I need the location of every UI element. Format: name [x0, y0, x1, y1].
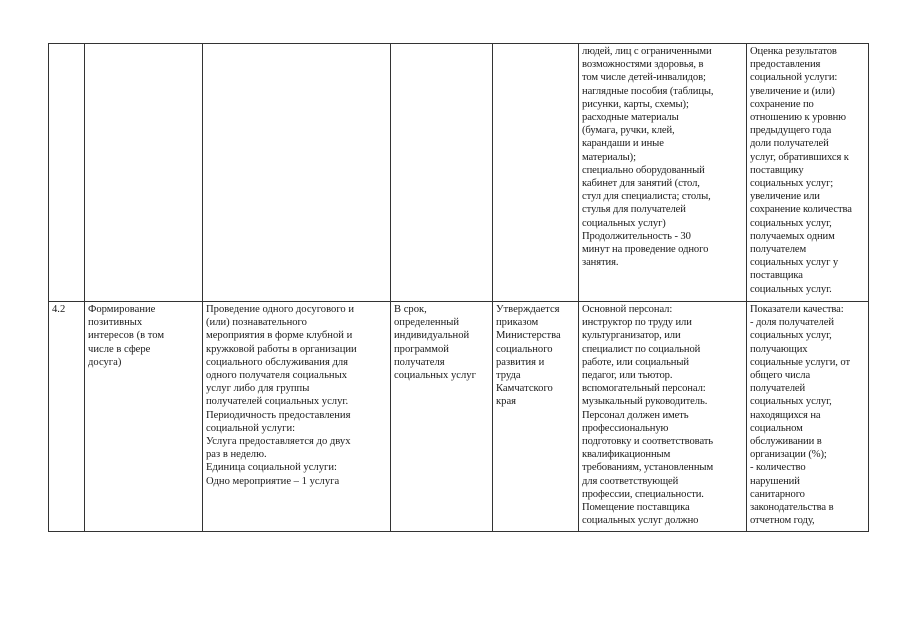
service-conditions-cell: [579, 44, 747, 302]
service-standard: Утверждается приказом Министерства социального развития и труда Камчатского края: [496, 304, 561, 408]
service-indicators-cell: [747, 302, 869, 532]
service-conditions: Основной персонал: инструктор по труду или культурганизатор, или специалист по социальной работе, или социальный педагог, или тьютор. вспомогательный персонал: музыкальный руководитель. Персонал должен иметь профессиональную подготовку и соответствовать квалификационным требованиям, установленным для соответствующей профессии, специальности. Помещение поставщика социальных услуг должно: [582, 304, 714, 527]
table-row: [49, 44, 869, 302]
service-name: Формирование позитивных интересов (в том числе в сфере досуга): [88, 304, 165, 368]
row-number-cell: [49, 44, 85, 302]
service-indicators: Оценка результатов предоставления социальной услуги: увеличение и (или) сохранение по отношению к уровню предыдущего года доли получателей услуг, обратившихся к поставщику социальных услуг; увеличение или сохранение количества социальных услуг, получаемых одним получателем социальных услуг у поставщика социальных услуг.: [750, 46, 852, 295]
service-name-cell: [85, 302, 203, 532]
table-row: [49, 302, 869, 532]
service-deadline: В срок, определенный индивидуальной программой получателя социальных услуг: [394, 304, 476, 382]
services-table: [48, 43, 869, 532]
service-conditions-cell: [579, 302, 747, 532]
service-standard-cell: [493, 44, 579, 302]
service-description-cell: [203, 44, 391, 302]
service-deadline-cell: [391, 44, 493, 302]
service-standard-cell: [493, 302, 579, 532]
service-deadline-cell: [391, 302, 493, 532]
service-description-cell: [203, 302, 391, 532]
service-indicators: Показатели качества: - доля получателей социальных услуг, получающих социальные услуги, от общего числа получателей социальных услуг, находящихся на социальном обслуживании в организации (%); - количество нарушений санитарного законодательства в отчетном году,: [750, 304, 850, 527]
service-conditions: людей, лиц с ограниченными возможностями здоровья, в том числе детей-инвалидов; наглядные пособия (таблицы, рисунки, карты, схемы); расходные материалы (бумага, ручки, клей, карандаши и иные материалы); специально оборудованный кабинет для занятий (стол, стул для специалиста; столы, стулья для получателей социальных услуг) Продолжительность - 30 минут на проведение одного занятия.: [582, 46, 714, 269]
row-number-cell: [49, 302, 85, 532]
service-indicators-cell: [747, 44, 869, 302]
service-name-cell: [85, 44, 203, 302]
service-description: Проведение одного досугового и (или) познавательного мероприятия в форме клубной и кружковой работы в организации социального обслуживания для одного получателя социальных услуг либо для группы получателей социальных услуг. Периодичность предоставления социальной услуги: Услуга предоставляется до двух раз в неделю. Единица социальной услуги: Одно мероприятие – 1 услуга: [206, 304, 357, 487]
row-number: 4.2: [52, 304, 66, 315]
